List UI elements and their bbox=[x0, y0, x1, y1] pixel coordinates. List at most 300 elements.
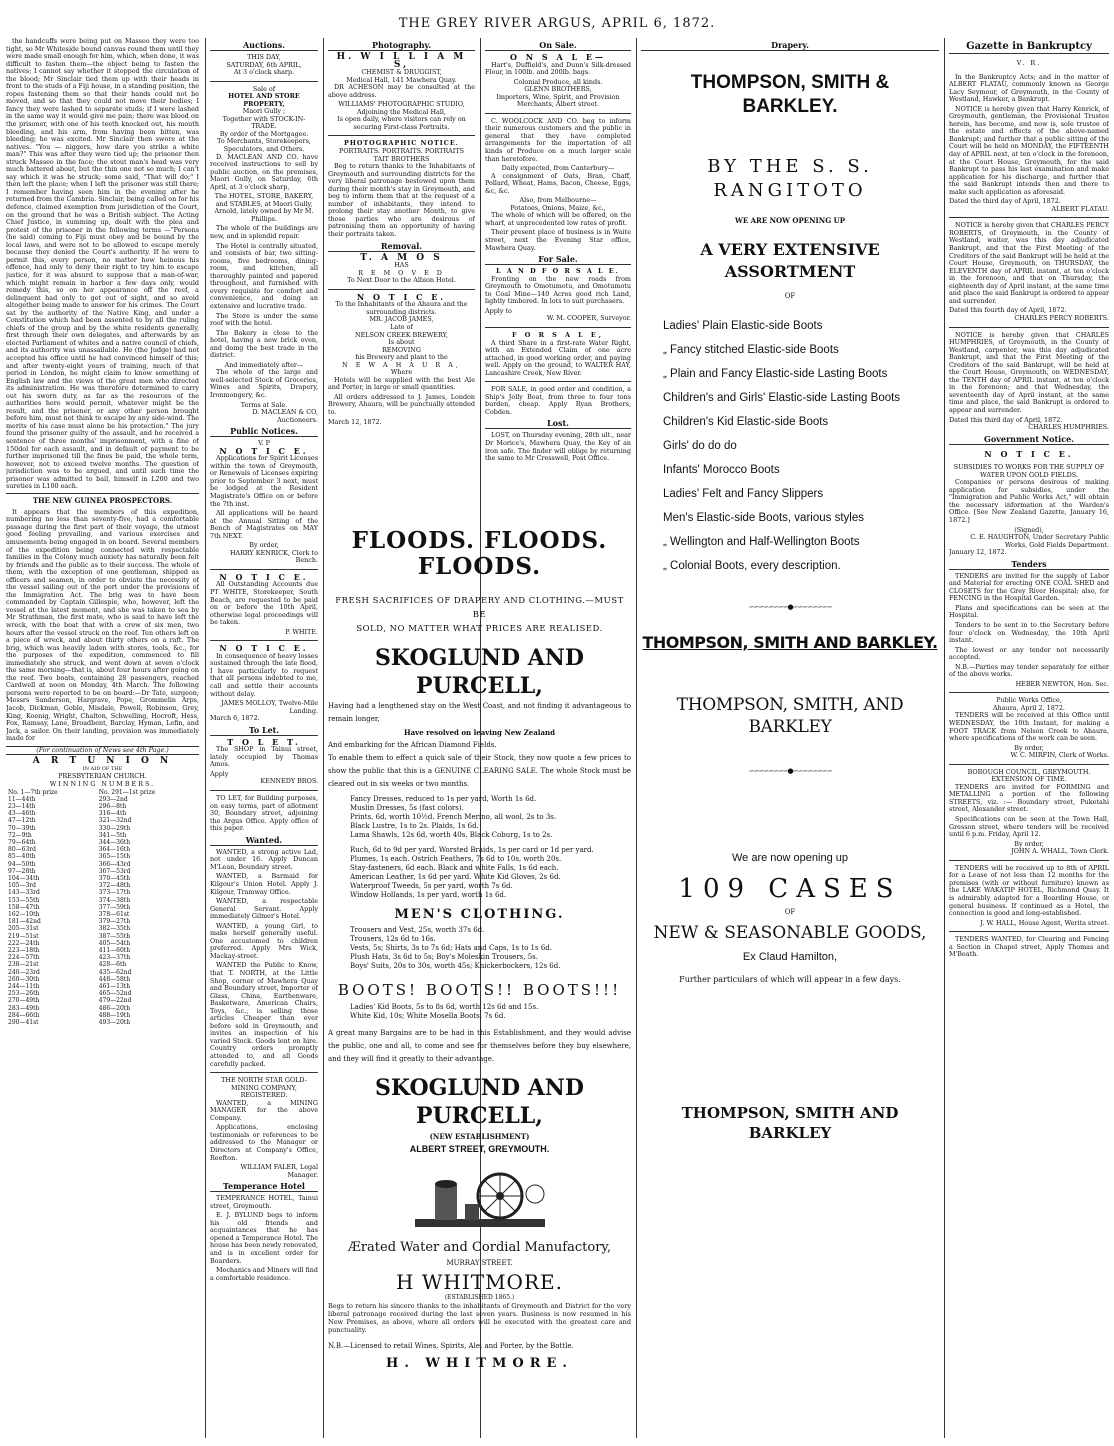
winning-number-cell: 158—47th bbox=[8, 903, 40, 911]
winning-number-cell: 253—26th bbox=[8, 990, 40, 998]
winning-number-cell: 465—52nd bbox=[98, 990, 132, 998]
photography-heading: Photography. bbox=[328, 40, 475, 51]
ornament: ∽∽∽∽∽∽∽∽●∽∽∽∽∽∽∽∽ bbox=[748, 766, 832, 775]
ad-line: R E M O V E D bbox=[358, 268, 445, 277]
winning-number-row bbox=[6, 832, 199, 839]
winning-number-cell: 321—32nd bbox=[98, 817, 132, 825]
ad-title: T. A M O S bbox=[360, 252, 443, 263]
divider bbox=[949, 217, 1109, 218]
ad-line: NELSON CREEK BREWERY, bbox=[354, 330, 449, 339]
floods-text: A great many Bargains are to be had in this Establishment, and they would advise the public, one and all, to come and see for themselves before they buy elsewhere, and they will find it greatly to their advantage. bbox=[328, 1029, 631, 1063]
winning-number-cell: 316—4th bbox=[98, 810, 127, 818]
wanted-ad: WANTED, a strong active Lad, not under 16. Apply Duncan M'Lean, Boundary street. bbox=[210, 847, 318, 871]
divider bbox=[210, 640, 318, 641]
price-item: Plumes, 1s each. Ostrich Feathers, 7s 6d to 10s, worth 20s. bbox=[350, 855, 562, 863]
notice-line: Dated this fourth day of April, 1872. bbox=[949, 306, 1067, 315]
winning-number-row bbox=[6, 789, 199, 796]
winning-number-cell: 378—61st bbox=[98, 910, 130, 918]
floods-line: ALBERT STREET, GREYMOUTH. bbox=[409, 1144, 550, 1154]
signature: JOHN A. WHALL, Town Clerk. bbox=[1011, 847, 1109, 856]
auctions-heading: Auctions. bbox=[210, 40, 318, 51]
winning-number-cell: 372—48th bbox=[98, 882, 131, 890]
boot-item: Infants' Morocco Boots bbox=[663, 464, 780, 477]
notice-line: Public Works Office, bbox=[996, 696, 1062, 705]
notice-line: EXTENSION OF TIME. bbox=[991, 775, 1067, 784]
winning-number-row bbox=[6, 889, 199, 896]
ad-text: The whole of which will be offered, on the wharf, at unprecedented low rates of profit. bbox=[485, 211, 631, 227]
auction-text: The Store is under the same roof with the hotel. bbox=[210, 311, 318, 328]
winning-number-cell: 205—31st bbox=[8, 925, 39, 933]
signature: CHARLES PERCY ROBERTS. bbox=[1014, 313, 1109, 322]
tender-text: TENDERS will be received up to 8th of APRIL for a Lease of not less than 12 months for the premises (with or without furniture) known as the LAKE WAKATIP HOTEL, Richmond Quay. It is admirably adapted for a Boarding House, or general business. If continued as a Hotel, the connection is good and long-established. bbox=[949, 863, 1109, 918]
ad-text: Hotels will be supplied with the best Ale and Porter, in large or small quantities. bbox=[328, 375, 475, 392]
price-item: Ruch, 6d to 9d per yard. Worsted Braids, 1s per card or 1d per yard. bbox=[350, 846, 594, 854]
floods-line: (NEW ESTABLISHMENT) bbox=[429, 1132, 530, 1141]
price-list bbox=[328, 1003, 631, 1021]
winning-number-cell: 79—64th bbox=[8, 838, 36, 846]
winning-number-cell: 370—45th bbox=[98, 874, 131, 882]
column-rule bbox=[323, 38, 324, 1438]
photography-column bbox=[328, 38, 475, 523]
winning-number-row bbox=[6, 990, 199, 997]
section-heading: THE NEW GUINEA PROSPECTORS. bbox=[6, 493, 199, 506]
auction-text: D. MACLEAN AND CO. have received instructions to sell by public auction, on the premises, Maori Gully, on Saturday, 6th April, at 3 o'clock sharp, bbox=[210, 152, 318, 191]
winning-number-row bbox=[6, 839, 199, 846]
winning-number-cell: 379—27th bbox=[98, 918, 131, 926]
notice-text: The SHOP in Tainui street, lately occupied by Thomas Amos. bbox=[210, 745, 318, 769]
winning-number-cell: 290—41st bbox=[8, 1019, 39, 1026]
tender-text: Tenders to be sent in to the Secretary before four o'clock on Wednesday, the 10th April instant. bbox=[949, 621, 1109, 645]
winning-number-cell: 486—20th bbox=[98, 1004, 131, 1012]
price-list bbox=[328, 795, 631, 840]
wanted-ad: WANTED, a respectable General Servant. Apply immediately Gilmer's Hotel. bbox=[210, 897, 318, 921]
winning-number-cell: 493—20th bbox=[98, 1019, 131, 1026]
ad-line: N E W A H A U R A, bbox=[342, 360, 461, 369]
drapery-line: OF bbox=[784, 907, 796, 916]
soda-machine-icon bbox=[405, 1164, 555, 1234]
floods-title: FLOODS. FLOODS. FLOODS. bbox=[351, 528, 608, 580]
tender-text: The lowest or any tender not necessarily accepted. bbox=[949, 645, 1109, 662]
ad-text: Their present place of business is in Waite street, next the Evening Star office, Mawhera Quay. bbox=[485, 228, 631, 252]
cases-title: 109 CASES bbox=[678, 873, 902, 904]
art-union-sub: IN AID OF THE bbox=[82, 765, 123, 772]
whitmore-line: MURRAY STREET. bbox=[446, 1259, 513, 1267]
winning-number-row bbox=[6, 861, 199, 868]
winning-number-row bbox=[6, 875, 199, 882]
divider bbox=[210, 790, 318, 791]
auction-text: The Hotel is centrally situated, and consists of bar, two sitting-rooms, five bedrooms, dining-room, and kitchen, all thoroughly painted and papered throughout, and furnished with every requisite for comfort and convenience, and doing an extensive and lucrative trade. bbox=[210, 241, 318, 310]
ad-title: L A N D F O R S A L E. bbox=[496, 267, 620, 276]
boot-item: Girls' do do do bbox=[663, 440, 737, 453]
boot-item: Ladies' Felt and Fancy Slippers bbox=[663, 488, 824, 501]
winning-number-row bbox=[6, 969, 199, 976]
ad-line: Late of bbox=[390, 322, 413, 331]
divider bbox=[328, 135, 475, 136]
goods-title: NEW & SEASONABLE GOODS, bbox=[653, 923, 927, 944]
winning-number-row bbox=[6, 846, 199, 853]
price-item: Fancy Dresses, reduced to 1s per yard, Worth 1s 6d. bbox=[350, 795, 537, 803]
winning-number-cell: 223—18th bbox=[8, 946, 40, 954]
price-item: Trousers, 12s 6d to 16s. bbox=[350, 935, 436, 943]
winning-number-cell: 162—10th bbox=[8, 910, 40, 918]
divider bbox=[210, 569, 318, 570]
notice-line: SUBSIDIES TO WORKS FOR THE SUPPLY OF WATER UPON GOLD FIELDS. bbox=[953, 463, 1105, 479]
boot-item: „ Fancy stitched Elastic-side Boots bbox=[663, 344, 839, 357]
ad-line: MR. JACOB JAMES, bbox=[369, 315, 434, 324]
continuation-note: (For continuation of News see 4th Page.) bbox=[6, 746, 199, 756]
winning-number-cell: 405—54th bbox=[98, 939, 131, 947]
winning-number-row bbox=[6, 882, 199, 889]
winning-number-cell: 105—3rd bbox=[8, 882, 36, 890]
ad-text: LOST, on Thursday evening, 28th ult., near Dr Morice's, Mawhera Quay, the Key of an iron safe. The finder will oblige by returning the same to Mr Cresswell, Post Office. bbox=[485, 431, 631, 463]
boot-item: „ Wellington and Half-Wellington Boots bbox=[663, 536, 860, 549]
ad-line: March 12, 1872. bbox=[328, 417, 382, 426]
notice-title: N O T I C E. bbox=[219, 643, 309, 654]
winning-number-row bbox=[6, 796, 199, 803]
divider bbox=[949, 860, 1109, 861]
winning-number-row bbox=[6, 825, 199, 832]
winning-numbers-table bbox=[6, 789, 199, 1027]
notice-line: V. P bbox=[258, 439, 270, 448]
ad-line: Where bbox=[390, 368, 413, 377]
ornament: ∽∽∽∽∽∽∽∽●∽∽∽∽∽∽∽∽ bbox=[748, 603, 832, 612]
winning-number-cell: No. 1—7th prize bbox=[8, 788, 58, 796]
auction-text: The whole of the large and well-selected Stock of Groceries, Wines and Spirits, Drapery, Ironmongery, &c. bbox=[210, 368, 318, 399]
winning-number-cell: 238—21st bbox=[8, 961, 39, 969]
whitmore-text: N.B.—Licensed to retail Wines, Spirits, Ale, and Porter, by the Bottle. bbox=[328, 1342, 574, 1350]
winning-number-cell: 72—9th bbox=[8, 831, 32, 839]
ad-text: A third Share in a first-rate Water Right, with an Extended Claim of one acre attached, in good working order, and paying well. Apply on the ground, to WALTER HAY, Lancashire Creek, New River. bbox=[485, 338, 631, 377]
public-notices-heading: Public Notices. bbox=[210, 426, 318, 437]
notice-line: Dated this third day of April, 1872. bbox=[949, 415, 1063, 424]
ad-line: CHEMIST & DRUGGIST, bbox=[361, 68, 442, 77]
whitmore-title: Ærated Water and Cordial Manufactory, bbox=[347, 1240, 612, 1255]
ad-line: Is about bbox=[388, 338, 415, 347]
winning-number-cell: 222—24th bbox=[8, 939, 40, 947]
tender-text: TENDERS are invited for the supply of Labor and Material for erecting ONE COAL SHED and CLOSETS for the Grey River Hospital; also, for FENCING in the Hospital Garden. bbox=[949, 571, 1109, 603]
wanted-ad: WANTED, a Barmaid for Kilgour's Union Hotel. Apply J. Kilgour, Tramway Office. bbox=[210, 872, 318, 896]
winning-number-row bbox=[6, 976, 199, 983]
notice-title: N O T I C E. bbox=[356, 291, 447, 302]
drapery-line: WE ARE NOW OPENING UP bbox=[734, 216, 845, 225]
wanted-ad: WANTED the Public to Know, that T. NORTH, at the Little Shop, corner of Mawhera Quay and Boundary street, Importer of Glass, China, Earthenware, Basketware, American Chairs, Toys, &c., is selling those articles Cheaper than ever before sold in Greymouth, and invites an inspection of his varied Stock. Goods lent on hire. Country orders promptly attended to, and all Goods carefully packed. bbox=[210, 961, 318, 1068]
whitmore-footer: H. WHITMORE. bbox=[386, 1356, 573, 1371]
notice-line: By order, bbox=[249, 541, 279, 550]
tender-text: N.B.—Parties may tender separately for either of the above works. bbox=[949, 662, 1109, 679]
floods-advert bbox=[328, 528, 631, 1438]
auction-line: Together with STOCK-IN-TRADE. bbox=[222, 114, 306, 131]
winning-number-cell: 244—11th bbox=[8, 982, 40, 990]
winning-number-cell: 365—15th bbox=[98, 853, 131, 861]
signature: HEBER NEWTON, Hon. Sec. bbox=[1015, 679, 1109, 688]
art-union-church: PRESBYTERIAN CHURCH. bbox=[58, 772, 147, 781]
auction-line: Terms at Sale. bbox=[240, 400, 288, 409]
auction-text: The whole of the buildings are new, and in splendid repair. bbox=[210, 224, 318, 241]
winning-number-cell: 283—49th bbox=[8, 1004, 40, 1012]
column-rule bbox=[944, 38, 945, 1438]
price-item: Ladies' Kid Boots, 5s to 8s 6d, worth 12s 6d and 15s. bbox=[350, 1003, 539, 1011]
gazette-heading: Gazette in Bankruptcy bbox=[949, 40, 1109, 54]
firm-name: SKOGLUND AND PURCELL, bbox=[375, 1075, 584, 1129]
boot-item: Children's Kid Elastic-side Boots bbox=[663, 416, 829, 429]
notice-line: Ahaura, April 2, 1872. bbox=[993, 703, 1065, 712]
on-sale-heading: On Sale. bbox=[485, 40, 631, 51]
winning-number-row bbox=[6, 911, 199, 918]
whitmore-name: H WHITMORE. bbox=[396, 1270, 563, 1294]
winning-number-cell: 344—36th bbox=[98, 838, 131, 846]
winning-number-cell: 364—16th bbox=[98, 846, 131, 854]
price-item: Prints, 6d, worth 10½d. French Merino, all wool, 2s to 3s. bbox=[350, 813, 557, 821]
ad-line: To Next Door to the Albion Hotel. bbox=[347, 276, 456, 285]
winning-number-row bbox=[6, 940, 199, 947]
floods-text: To enable them to effect a quick sale of their Stock, they now quote a few prices to show the public that this is a GENUINE CLEARING SALE. The whole Stock must be cleared out in six weeks or two months. bbox=[328, 754, 631, 788]
winning-number-cell: 143—33rd bbox=[8, 889, 40, 897]
winning-number-cell: 367—53rd bbox=[98, 867, 131, 875]
winning-number-row bbox=[6, 810, 199, 817]
price-item: Stay-fasteners, 6d each. Black and white Falls, 1s 6d each. bbox=[350, 864, 559, 872]
winning-number-cell: 104—34th bbox=[8, 874, 40, 882]
removal-heading: Removal. bbox=[328, 241, 475, 252]
boot-list bbox=[641, 318, 939, 574]
ad-text: FOR SALE, in good order and condition, a Ship's Jolly Boat, from three to four tons burden, cheap. Apply Ryan Brothers, Cobden. bbox=[485, 385, 631, 416]
signature: HARRY KENRICK, Clerk to Bench. bbox=[229, 548, 318, 565]
news-column bbox=[6, 38, 199, 1438]
ad-line: PORTRAITS. PORTRAITS. PORTRAITS bbox=[339, 147, 464, 156]
price-item: Trousers and Vest, 25s, worth 37s 6d. bbox=[350, 926, 485, 934]
boot-item: „ Plain and Fancy Elastic-side Lasting Boots bbox=[663, 368, 888, 381]
ad-text: Importers, Wine, Spirit, and Provision Merchants, Albert street. bbox=[496, 92, 620, 109]
winning-number-row bbox=[6, 983, 199, 990]
notice-title: N O T I C E. bbox=[219, 445, 309, 456]
floods-sub: FRESH SACRIFICES OF DRAPERY AND CLOTHING.—MUST BE bbox=[335, 596, 624, 620]
ad-line: WILLIAMS' PHOTOGRAPHIC STUDIO, bbox=[338, 100, 465, 109]
winning-number-cell: 85—40th bbox=[8, 853, 36, 861]
divider bbox=[949, 692, 1109, 693]
firm-name: THOMPSON, SMITH & BARKLEY. bbox=[690, 72, 890, 117]
price-item: Vests, 5s; Shirts, 3s to 7s 6d; Hats and Caps, 1s to 1s 6d. bbox=[350, 944, 552, 952]
tender-text: TENDERS will be received at this Office until WEDNESDAY, the 10th Instant, for making a FOOT TRACK from Nelson Creek to Ahaura, where specifications of the work can be seen. bbox=[949, 711, 1109, 743]
divider bbox=[210, 81, 318, 82]
signature: KENNEDY BROS. bbox=[260, 777, 318, 786]
ad-line: REMOVING bbox=[382, 345, 421, 354]
divider bbox=[485, 327, 631, 328]
ad-line: HAS bbox=[394, 261, 409, 270]
drapery-line: OF bbox=[784, 291, 796, 300]
winning-number-cell: 43—46th bbox=[8, 810, 36, 818]
price-item: Muslin Dresses, 5s (fast colors). bbox=[350, 804, 464, 812]
winning-number-row bbox=[6, 918, 199, 925]
winning-number-row bbox=[6, 904, 199, 911]
winning-number-cell: 479—22nd bbox=[98, 997, 132, 1005]
signature: C. E. HAUGHTON, Under Secretary Public Works, Gold Fields Department. bbox=[970, 533, 1109, 549]
hotel-ad: Mechanics and Miners will find a comfortable residence. bbox=[210, 1266, 318, 1282]
ad-text: Hart's, Duffield's, and Dunn's Silk-dressed Flour, in 100lb. and 200lb. bags. bbox=[485, 60, 631, 77]
auction-text: The HOTEL, STORE, BAKERY, and STABLES, at Maori Gully, Arnold, lately owned by Mr M. Phillips. bbox=[214, 192, 314, 223]
art-union-title: A R T U N I O N bbox=[32, 756, 173, 767]
whitmore-text: Begs to return his sincere thanks to the inhabitants of Greymouth and District for the very liberal patronage received during the last seven years. Business is now resumed in his New Premises, as above, where all orders will be executed with the greatest care and punctuality. bbox=[328, 1302, 631, 1334]
boot-item: „ Colonial Boots, every description. bbox=[663, 560, 841, 573]
auctions-column bbox=[210, 38, 318, 1438]
notice-line: Apply bbox=[210, 769, 229, 778]
winning-number-cell: 448—58th bbox=[98, 975, 131, 983]
signature: J. W. HALL, House Agent, Werita street. bbox=[980, 918, 1109, 927]
winning-numbers-title: WINNING NUMBERS. bbox=[49, 779, 156, 788]
winning-number-row bbox=[6, 868, 199, 875]
auction-line: SATURDAY, 6th APRIL, bbox=[226, 60, 302, 69]
notice-line: Dated the third day of April, 1872. bbox=[949, 197, 1061, 206]
column-rule bbox=[636, 38, 637, 1438]
masthead: THE GREY RIVER ARGUS, APRIL 6, 1872. bbox=[398, 16, 716, 31]
winning-number-cell: 296—8th bbox=[98, 802, 127, 810]
ad-text: Is open daily, where visitors can rely on securing First-class Portraits. bbox=[337, 115, 466, 131]
winning-number-cell: 47—12th bbox=[8, 817, 36, 825]
notice-text: All applications will be heard at the Annual Sitting of the Bench of Magistrates on MAY 7th NEXT. bbox=[210, 509, 318, 540]
price-item: Window Hollands, 1s per yard, worth 1s 6d. bbox=[350, 891, 507, 899]
floods-text: Having had a lengthened stay on the West Coast, and not finding it advantageous to remain longer, bbox=[328, 702, 631, 723]
ad-line: GLENN BROTHERS, bbox=[524, 85, 592, 94]
winning-number-cell: 387—55th bbox=[98, 932, 131, 940]
auction-line: By order of the Mortgagee. bbox=[219, 129, 309, 138]
drapery-heading: Drapery. bbox=[641, 40, 939, 51]
hotel-ad: E. J. BYLUND begs to inform his old friends and acquaintances that he has opened a Temperance Hotel. The house has been newly renovated, and is in excellent order for Boarders. bbox=[210, 1211, 318, 1265]
prospectors-article: It appears that the members of this expedition, numbering no less than seventy-five, had a comfortable passage during the first part of their voyage, the utmost good feeling prevailing, and various exercises and amusements being engaged in on board. Several members of the expedition being connected with respectable families in the Colony much anxiety has naturally been felt by friends and the public as to their success. The whole of them, with the exception of one gentleman, shipped as officers and seamen, in order to obviate the necessity of the vessel sailing out of the port under the provisions of the Immigration Act. The brig was to have been commanded by Captain Gillespie, who, however, left the vessel at the latest moment, and she was taken to sea by Mr Strathman, the first mate, who is said to have left the wreck, with the boat that with a crew of six men, two hours after the vessel struck on the reef. Ten others left on a piece of wreck, and about thirty others on a raft. The brig, which was heavily laden with stores, tools, &c., for the purposes of the expedition, commenced to fill immediately she struck, and went down at seven o'clock the same morning—that is, about four hours after going on the reef. Two boats, containing 28 passengers, reached Cardwell at noon on Monday, 4th March. The following persons were reported to be on board:—Dr Tate, surgeon; Messrs Sanderson, Hargrave, Pope, Grommelin Arps, Jacob, Dickman, Goble, Misdale, Powell, Robinson, Grey, King, Koenig, Wright, Chalton, Schwelling, Hocroft, Hess, Fox, Ramsay, Lane, Broadbent, Barclay, Hyman, Lefin, and Jack, a sailor. On their landing, provision was immediately made for bbox=[6, 507, 199, 743]
winning-number-cell: 260—30th bbox=[8, 975, 40, 983]
boot-item: Men's Elastic-side Boots, various styles bbox=[663, 512, 864, 525]
price-item: Waterproof Tweeds, 5s per yard, worth 7s 6d. bbox=[350, 882, 513, 890]
winning-number-cell: 70—39th bbox=[8, 824, 36, 832]
notice-line: January 12, 1872. bbox=[949, 548, 1007, 557]
winning-number-cell: 341—5th bbox=[98, 831, 127, 839]
ad-line: Also, from Melbourne— bbox=[519, 196, 597, 205]
notice-text: Companies or persons desirous of making application for subsidies, under the "Immigration and Public Works Act," will obtain the necessary information at the Warden's Office. [See New Zealand Gazette, January 16, 1872.] bbox=[949, 478, 1109, 524]
hotel-ad: TEMPERANCE HOTEL, Tainui street, Greymouth. bbox=[210, 1194, 318, 1210]
winning-number-cell: 366—43rd bbox=[98, 860, 131, 868]
price-list bbox=[328, 926, 631, 971]
wanted-ad: WANTED, a young Girl, to make herself generally useful. One accustomed to children preferred. Apply Mrs Wick, Mackay-street. bbox=[210, 921, 318, 960]
winning-number-row bbox=[6, 1005, 199, 1012]
winning-number-cell: 461—13th bbox=[98, 982, 131, 990]
notice-text: TO LET, for Building purposes, on easy terms, part of allotment 30, Boundary street, adjoining the Argus Office. Apply office of this paper. bbox=[210, 794, 318, 833]
court-report: the handcuffs were being put on Masseo they were too tight, so Mr Whiteside bound canvas round them until they were made small enough for him, which, when done, it was difficult to fasten them—the object being to fasten the natives; I cannot say whether it stopped the circulation of the blood; Mr Sinclair tied them up with their heads in front to the studs of a Fiji house, in a standing position, the ropes fastening them so that their hands could not be moved, and so that they could not move their bodies; I fancy they were lashed to separate studs; if I were lashed in the same way it would give me pain; there was blood on the prisoner, with one of his teeth knocked out, his mouth bleeding, and his arm, from having been bitten, was bleeding; he was excited. Mr Sinclair then swore at the natives. "You — niggers, how dare you strike a white man?" This was after they were tied up; the prisoner then struck Masseo in the face; the stout man's head was very much battered about, but the thin one not so much; I can't say which it was he struck; some said, "That will do;" I then left the place; when I left the prisoner was still there; I remember having seen him in the evening after he returned from the Cambria. Sinclair, being called on for his defence, claimed exemption from jurisdiction of the Court, on the ground that he was a British subject. The Acting Chief Justice, in summing up, dealt with the plea and protest of the prisoner in the following terms —"Persons (he said) coming to Fiji must obey and be bound by the local laws, and were not to be allowed to escape merely because they denied the Court's authority. If he were to permit this, every person, no matter how heinous his offence, had only to deny their right to try him to escape justice, for it was absurd to suppose that a man-of-war, which might remain in harbor a few days only, would remedy this, so on her appearance off the reef, a delinquent had only to get out of sight, and so avoid altogether being made to answer for his crimes. The Court sat by the authority of the Native King, and under a Constitution which had been assented to by all the ruling chiefs of the group and by the white residents generally, first through their own delegates, and afterwards by an elected Parliament of whites and a native council of chiefs, and its authority was unassailable. He (the Judge) had not accepted his office until he had convinced himself of this; and after twenty-eight years of training, much of that period in London, he might claim to know something of English law and the views of the great men who directed its administration. He was therefore determined to carry out his sworn duty, as far as the resources of the authorities here would permit, whatever might be the result, and the prisoner, or any other person brought before him, must not think to escape by any side-wind. The merits of his case must alone be his protection." The jury found the prisoner guilty of the assault, and he received a sentence of three months' imprisonment, with a fine of 150dol for each assault, and in default of payment to be further imprisoned till the fines be paid, the whole term, however, not to exceed twelve months. The question of jurisdiction was to be argued, and until such time the prisoner was admitted to bail, himself in L200 and two sureties in L100 each. bbox=[6, 38, 199, 491]
bankruptcy-text: NOTICE is hereby given that Harry Kenrick, of Greymouth, gentleman, the Provisional Trustee herein, has become, and now is, sole trustee of the estate and effects of the above-named Bankrupt; and further that a public sitting of the Court will be held on MONDAY, the FIFTEENTH day of APRIL next, at ten o'clock in the forenoon, at the Court House, Greymouth, for the said Bankrupt to pass his last examination and make application for his discharge, and further that the said Bankrupt intends then and there to make such application as aforesaid. bbox=[949, 104, 1109, 196]
winning-number-row bbox=[6, 933, 199, 940]
on-sale-column bbox=[485, 38, 631, 523]
wanted-ad: Applications, enclosing testimonials or references to be addressed to the Manager or Directors at Company's Office, Reefton. bbox=[210, 1123, 318, 1162]
drapery-advert bbox=[641, 38, 939, 1438]
company-title: THE NORTH STAR GOLD-MINING COMPANY, REGISTERED. bbox=[221, 1076, 307, 1100]
winning-number-cell: 382—35th bbox=[98, 925, 131, 933]
ad-line: To the Inhabitants of the Ahaura and the surrounding districts. bbox=[335, 300, 468, 316]
winning-number-cell: 488—19th bbox=[98, 1011, 131, 1019]
price-item: Lama Shawls, 12s 6d, worth 40s. Black Coburg, 1s to 2s. bbox=[350, 831, 553, 839]
firm-name: THOMPSON, SMITH AND BARKLEY bbox=[681, 1104, 899, 1143]
winning-number-cell: 373—17th bbox=[98, 889, 131, 897]
firm-name: THOMPSON, SMITH, AND BARKLEY bbox=[676, 694, 904, 737]
firm-name: THOMPSON, SMITH AND BARKLEY. bbox=[642, 632, 938, 652]
floods-text: And embarking for the African Diamond Fields. bbox=[328, 741, 497, 749]
notice-line: BOROUGH COUNCIL, GREYMOUTH. bbox=[967, 767, 1091, 776]
auction-line: HOTEL AND STORE PROPERTY, bbox=[228, 92, 300, 108]
ad-line: Colonial Produce, all kinds. bbox=[513, 77, 603, 86]
winning-number-row bbox=[6, 897, 199, 904]
winning-number-cell: 428—6th bbox=[98, 961, 127, 969]
notice-title: N O T I C E. bbox=[219, 571, 309, 582]
winning-number-cell: 330—29th bbox=[98, 824, 131, 832]
for-sale-heading: For Sale. bbox=[485, 254, 631, 265]
temperance-heading: Temperance Hotel bbox=[210, 1181, 318, 1192]
bankruptcy-text: NOTICE is hereby given that CHARLES PERCY ROBERTS, of Greymouth, in the County of Westland, waiter, was this day adjudicated Bankrupt, and that the First Meeting of the Creditors of the said Bankrupt will be held at the Court House, Greymouth, on THURSDAY, the ELEVENTH day of APRIL instant, at ten o'clock in the forenoon, and that on Thursday, the eighteenth day of April instant, at the same time and place the said Bankrupt is ordered to appear and surrender. bbox=[949, 221, 1109, 305]
winning-number-row bbox=[6, 1019, 199, 1026]
divider bbox=[328, 289, 475, 290]
tender-text: Specifications can be seen at the Town Hall, Gresson street, where tenders will be received until 6 p.m. Friday, April 12. bbox=[949, 815, 1109, 839]
notice-text: In consequence of heavy losses sustained through the late flood, I have particularly to request that all persons indebted to me, call and settle their accounts without delay. bbox=[210, 651, 318, 698]
signature: W. C. MIRFIN, Clerk of Works. bbox=[1010, 751, 1109, 760]
auction-line: THIS DAY, bbox=[247, 53, 281, 61]
winning-number-row bbox=[6, 803, 199, 810]
divider bbox=[485, 113, 631, 114]
notice-text: Applications for Spirit Licenses within the town of Greymouth, or Renewals of Licenses expiring prior to September 3 next, must be lodged at the Resident Magistrate's Office on or before the 7th inst. bbox=[210, 454, 318, 508]
tender-text: TENDERS are invited for FORMING and METALLING a portion of the following STREETS, viz. :— Boundary street, Puketahi street, Alexander street. bbox=[949, 782, 1109, 814]
winning-number-cell: 270—49th bbox=[8, 997, 40, 1005]
bankruptcy-text: NOTICE is hereby given that CHARLES HUMPHRIES, of Greymouth, in the County of Westland, carpenter, was this day adjudicated Bankrupt, and that the First Meeting of the Creditors of the said Bankrupt, will be held at the Court House, Greymouth, on WEDNESDAY, the TENTH day of APRIL instant, at ten o'clock in the forenoon; and that Wednesday, the seventeenth day of April instant, at the same time and place, the said Bankrupt is ordered to appear and surrender. bbox=[949, 330, 1109, 414]
price-item: American Leather, 1s 6d per yard. White Kid Gloves, 2s 6d. bbox=[350, 873, 561, 881]
divider bbox=[210, 1072, 318, 1073]
gazette-column bbox=[949, 38, 1109, 1438]
government-notice-heading: Government Notice. bbox=[949, 434, 1109, 445]
ad-line: TAIT BROTHERS bbox=[373, 154, 430, 163]
mens-clothing-title: MEN'S CLOTHING. bbox=[394, 907, 565, 922]
wanted-heading: Wanted. bbox=[210, 835, 318, 846]
price-item: Black Lustre, 1s to 2s. Plaids, 1s 6d. bbox=[350, 822, 479, 830]
notice-title: T O L E T. bbox=[227, 736, 301, 747]
winning-number-cell: 374—38th bbox=[98, 896, 131, 904]
winning-number-cell: 411—60th bbox=[98, 946, 131, 954]
assortment-title: A VERY EXTENSIVE ASSORTMENT bbox=[700, 239, 880, 281]
ad-title: F O R S A L E, bbox=[512, 330, 604, 339]
tenders-heading: Tenders bbox=[949, 559, 1109, 570]
winning-number-row bbox=[6, 817, 199, 824]
auction-line: Maori Gully ; bbox=[242, 107, 286, 116]
winning-number-cell: 284—66th bbox=[8, 1011, 40, 1019]
signature: ALBERT FLATAU. bbox=[1051, 204, 1109, 213]
whitmore-line: (ESTABLISHED 1865.) bbox=[444, 1294, 515, 1301]
winning-number-cell: No. 291—1st prize bbox=[98, 788, 156, 796]
divider bbox=[949, 931, 1109, 932]
ad-line: Daily expected, from Canterbury— bbox=[501, 164, 615, 173]
wanted-ad: WANTED, a MINING MANAGER for the above Company. bbox=[210, 1098, 318, 1122]
divider bbox=[485, 381, 631, 382]
winning-number-row bbox=[6, 925, 199, 932]
price-item: Plush Hats, 3s 6d to 5s; Boy's Moleskin Trousers, 5s. bbox=[350, 953, 538, 961]
drapery-line: Further particulars of which will appear in a few days. bbox=[679, 974, 901, 984]
winning-number-row bbox=[6, 853, 199, 860]
winning-number-cell: 219—51st bbox=[8, 932, 39, 940]
ad-text: All orders addressed to J. James, London Brewery, Ahaura, will be punctually attended to. bbox=[328, 392, 475, 416]
notice-line: V. R. bbox=[1016, 59, 1042, 67]
ad-text: A consignment of Oats, Bran, Chaff, Pollard, Wheat, Hams, Bacon, Cheese, Eggs, &c, &c. bbox=[485, 171, 631, 195]
boots-title: BOOTS! BOOTS!! BOOTS!!! bbox=[337, 981, 622, 999]
lost-heading: Lost. bbox=[485, 418, 631, 429]
winning-number-cell: 293—2nd bbox=[98, 795, 128, 803]
winning-number-cell: 224—57th bbox=[8, 954, 40, 962]
divider bbox=[949, 764, 1109, 765]
winning-number-cell: 94—50th bbox=[8, 860, 36, 868]
ad-text: Beg to return thanks to the Inhabitants of Greymouth and surrounding districts for the very liberal patronage bestowed upon them during their month's stay in Greymouth, and beg to inform them that at the request of a number of inhabitants, they intend to prolong their stay another Month, to give those parties who are desirous of patronising them an opportunity of having their portraits taken. bbox=[328, 162, 475, 239]
ad-text: Fronting on the new roads from Greymouth to Omotumotu, and Omotumotu to Coal Mine—140 Acres good rich Land, lightly timbered. In lots to suit purchasers. bbox=[485, 274, 631, 306]
auction-line: And immediately after— bbox=[224, 360, 304, 369]
ad-line: his Brewery and plant to the bbox=[355, 353, 448, 362]
winning-number-cell: 153—55th bbox=[8, 896, 40, 904]
